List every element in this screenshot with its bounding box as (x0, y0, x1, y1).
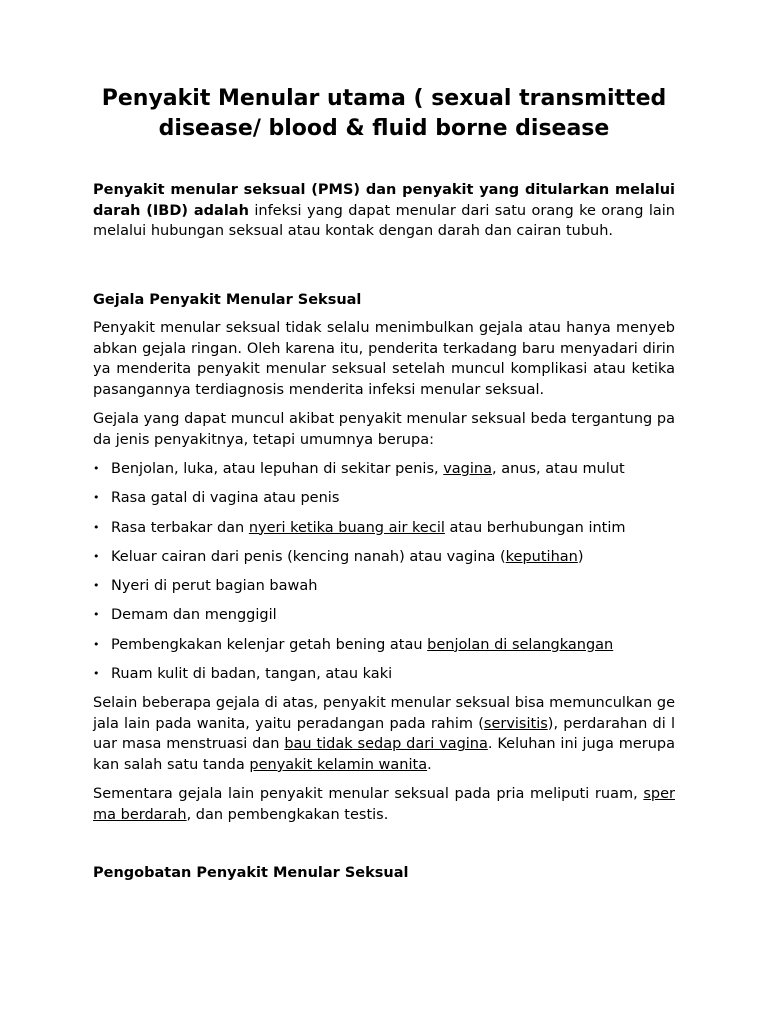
symptoms-list (93, 459, 675, 685)
bullet-icon: • (93, 667, 100, 681)
list-item-link[interactable]: keputihan (505, 548, 578, 565)
section-heading-symptoms: Gejala Penyakit Menular Seksual (93, 291, 362, 308)
para-text: , dan pembengkakan testis. (186, 806, 389, 823)
intro-bold-text: Penyakit menular seksual (PMS) dan penyakit yang ditularkan melalui darah (IBD) adalah (93, 182, 675, 219)
list-item (93, 664, 675, 685)
para-text: Sementara gejala lain penyakit menular seksual pada pria meliputi ruam, (93, 786, 644, 803)
bullet-icon: • (93, 520, 100, 534)
list-item-text: atau berhubungan intim (444, 519, 626, 536)
list-item-text: Rasa gatal di vagina atau penis (111, 490, 340, 507)
list-item (93, 635, 675, 656)
document-page (93, 84, 675, 892)
symptoms-paragraph-women (93, 693, 675, 775)
list-item (93, 459, 675, 480)
bullet-icon: • (93, 462, 100, 475)
list-item-link[interactable]: nyeri ketika buang air kecil (248, 519, 445, 536)
para-text: . (427, 756, 432, 773)
list-item (93, 518, 675, 539)
para-text: Selain beberapa gejala di atas, penyakit menular seksual bisa memunculkan gejala lain pada wanita, yaitu peradangan pada rahim ( (93, 695, 675, 732)
intro-text: infeksi yang dapat menular dari satu orang ke orang lain melalui hubungan seksual atau kontak dengan darah dan cairan tubuh. (93, 202, 675, 239)
intro-paragraph (93, 180, 675, 242)
document-title: Penyakit Menular utama ( sexual transmitted disease/ blood & fluid borne disease (101, 86, 667, 141)
list-item-text: Rasa terbakar dan (111, 519, 249, 536)
para-text: ), perdarahan di luar masa menstruasi dan (93, 715, 675, 753)
list-item (93, 576, 675, 597)
link-penyakit-kelamin-wanita[interactable]: penyakit kelamin wanita (249, 756, 428, 773)
symptoms-paragraph-1: Penyakit menular seksual tidak selalu menimbulkan gejala atau hanya menyebabkan gejala ringan. Oleh karena itu, penderita terkadang baru menyadari dirinya menderita penyakit menular seksual setelah muncul komplikasi atau ketika pasangannya terdiagnosis menderita infeksi menular seksual. (93, 320, 675, 398)
link-servisitis[interactable]: servisitis (483, 715, 548, 732)
list-item-text: Nyeri di perut bagian bawah (111, 578, 318, 595)
list-item (93, 547, 675, 568)
list-item-text: Keluar cairan dari penis (kencing nanah) atau vagina ( (111, 548, 506, 565)
para-text: . Keluhan ini juga merupakan salah satu tanda (93, 736, 675, 773)
symptoms-paragraph-2: Gejala yang dapat muncul akibat penyakit menular seksual beda tergantung pada jenis penyakitnya, tetapi umumnya berupa: (93, 411, 675, 448)
section-heading-treatment: Pengobatan Penyakit Menular Seksual (93, 865, 409, 882)
list-item-link[interactable]: vagina (443, 461, 492, 477)
link-sperma-berdarah[interactable]: sperma berdarah (93, 786, 675, 823)
bullet-icon: • (93, 637, 100, 651)
list-item (93, 488, 675, 509)
symptoms-paragraph-men (93, 784, 675, 825)
list-item-text: Demam dan menggigil (111, 607, 277, 624)
bullet-icon: • (93, 579, 100, 593)
list-item-text: , anus, atau mulut (492, 461, 625, 477)
list-item-text: Benjolan, luka, atau lepuhan di sekitar penis, (111, 461, 444, 477)
bullet-icon: • (93, 491, 100, 505)
list-item-text: Pembengkakan kelenjar getah bening atau (111, 636, 428, 653)
list-item-text: ) (577, 548, 584, 565)
link-bau-tidak-sedap[interactable]: bau tidak sedap dari vagina (284, 736, 488, 753)
bullet-icon: • (93, 549, 100, 563)
list-item-link[interactable]: benjolan di selangkangan (427, 636, 614, 653)
bullet-icon: • (93, 608, 100, 622)
list-item-text: Ruam kulit di badan, tangan, atau kaki (111, 666, 393, 683)
list-item (93, 605, 675, 626)
